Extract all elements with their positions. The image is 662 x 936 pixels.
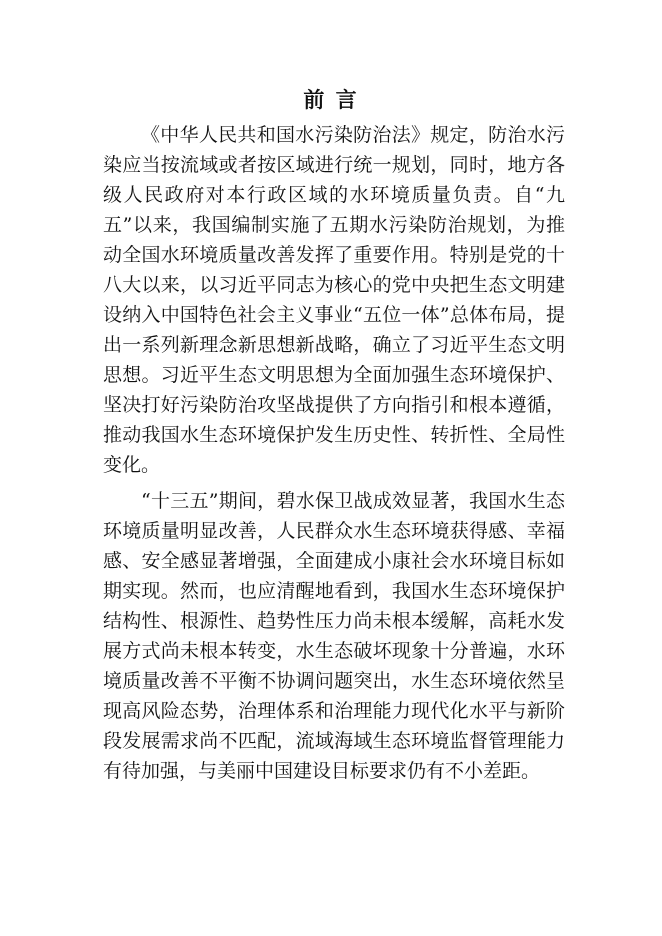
document-body <box>103 120 565 786</box>
paragraph-2: “十三五”期间，碧水保卫战成效显著，我国水生态环境质量明显改善，人民群众水生态环境获得感、幸福感、安全感显著增强，全面建成小康社会水环境目标如期实现。然而，也应清醒地看到，我国水生态环境保护结构性、根源性、趋势性压力尚未根本缓解，高耗水发展方式尚未根本转变，水生态破坏现象十分普遍，水环境质量改善不平衡不协调问题突出，水生态环境依然呈现高风险态势，治理体系和治理能力现代化水平与新阶段发展需求尚不匹配，流域海域生态环境监督管理能力有待加强，与美丽中国建设目标要求仍有不小差距。 <box>103 490 565 782</box>
page-title: 前 言 <box>303 88 359 112</box>
paragraph-1: 《中华人民共和国水污染防治法》规定，防治水污染应当按流域或者按区域进行统一规划，同时，地方各级人民政府对本行政区域的水环境质量负责。自“九五”以来，我国编制实施了五期水污染防治规划，为推动全国水环境质量改善发挥了重要作用。特别是党的十八大以来，以习近平同志为核心的党中央把生态文明建设纳入中国特色社会主义事业“五位一体”总体布局，提出一系列新理念新思想新战略，确立了习近平生态文明思想。习近平生态文明思想为全面加强生态环境保护、坚决打好污染防治攻坚战提供了方向指引和根本遵循，推动我国水生态环境保护发生历史性、转折性、全局性变化。 <box>103 124 565 476</box>
